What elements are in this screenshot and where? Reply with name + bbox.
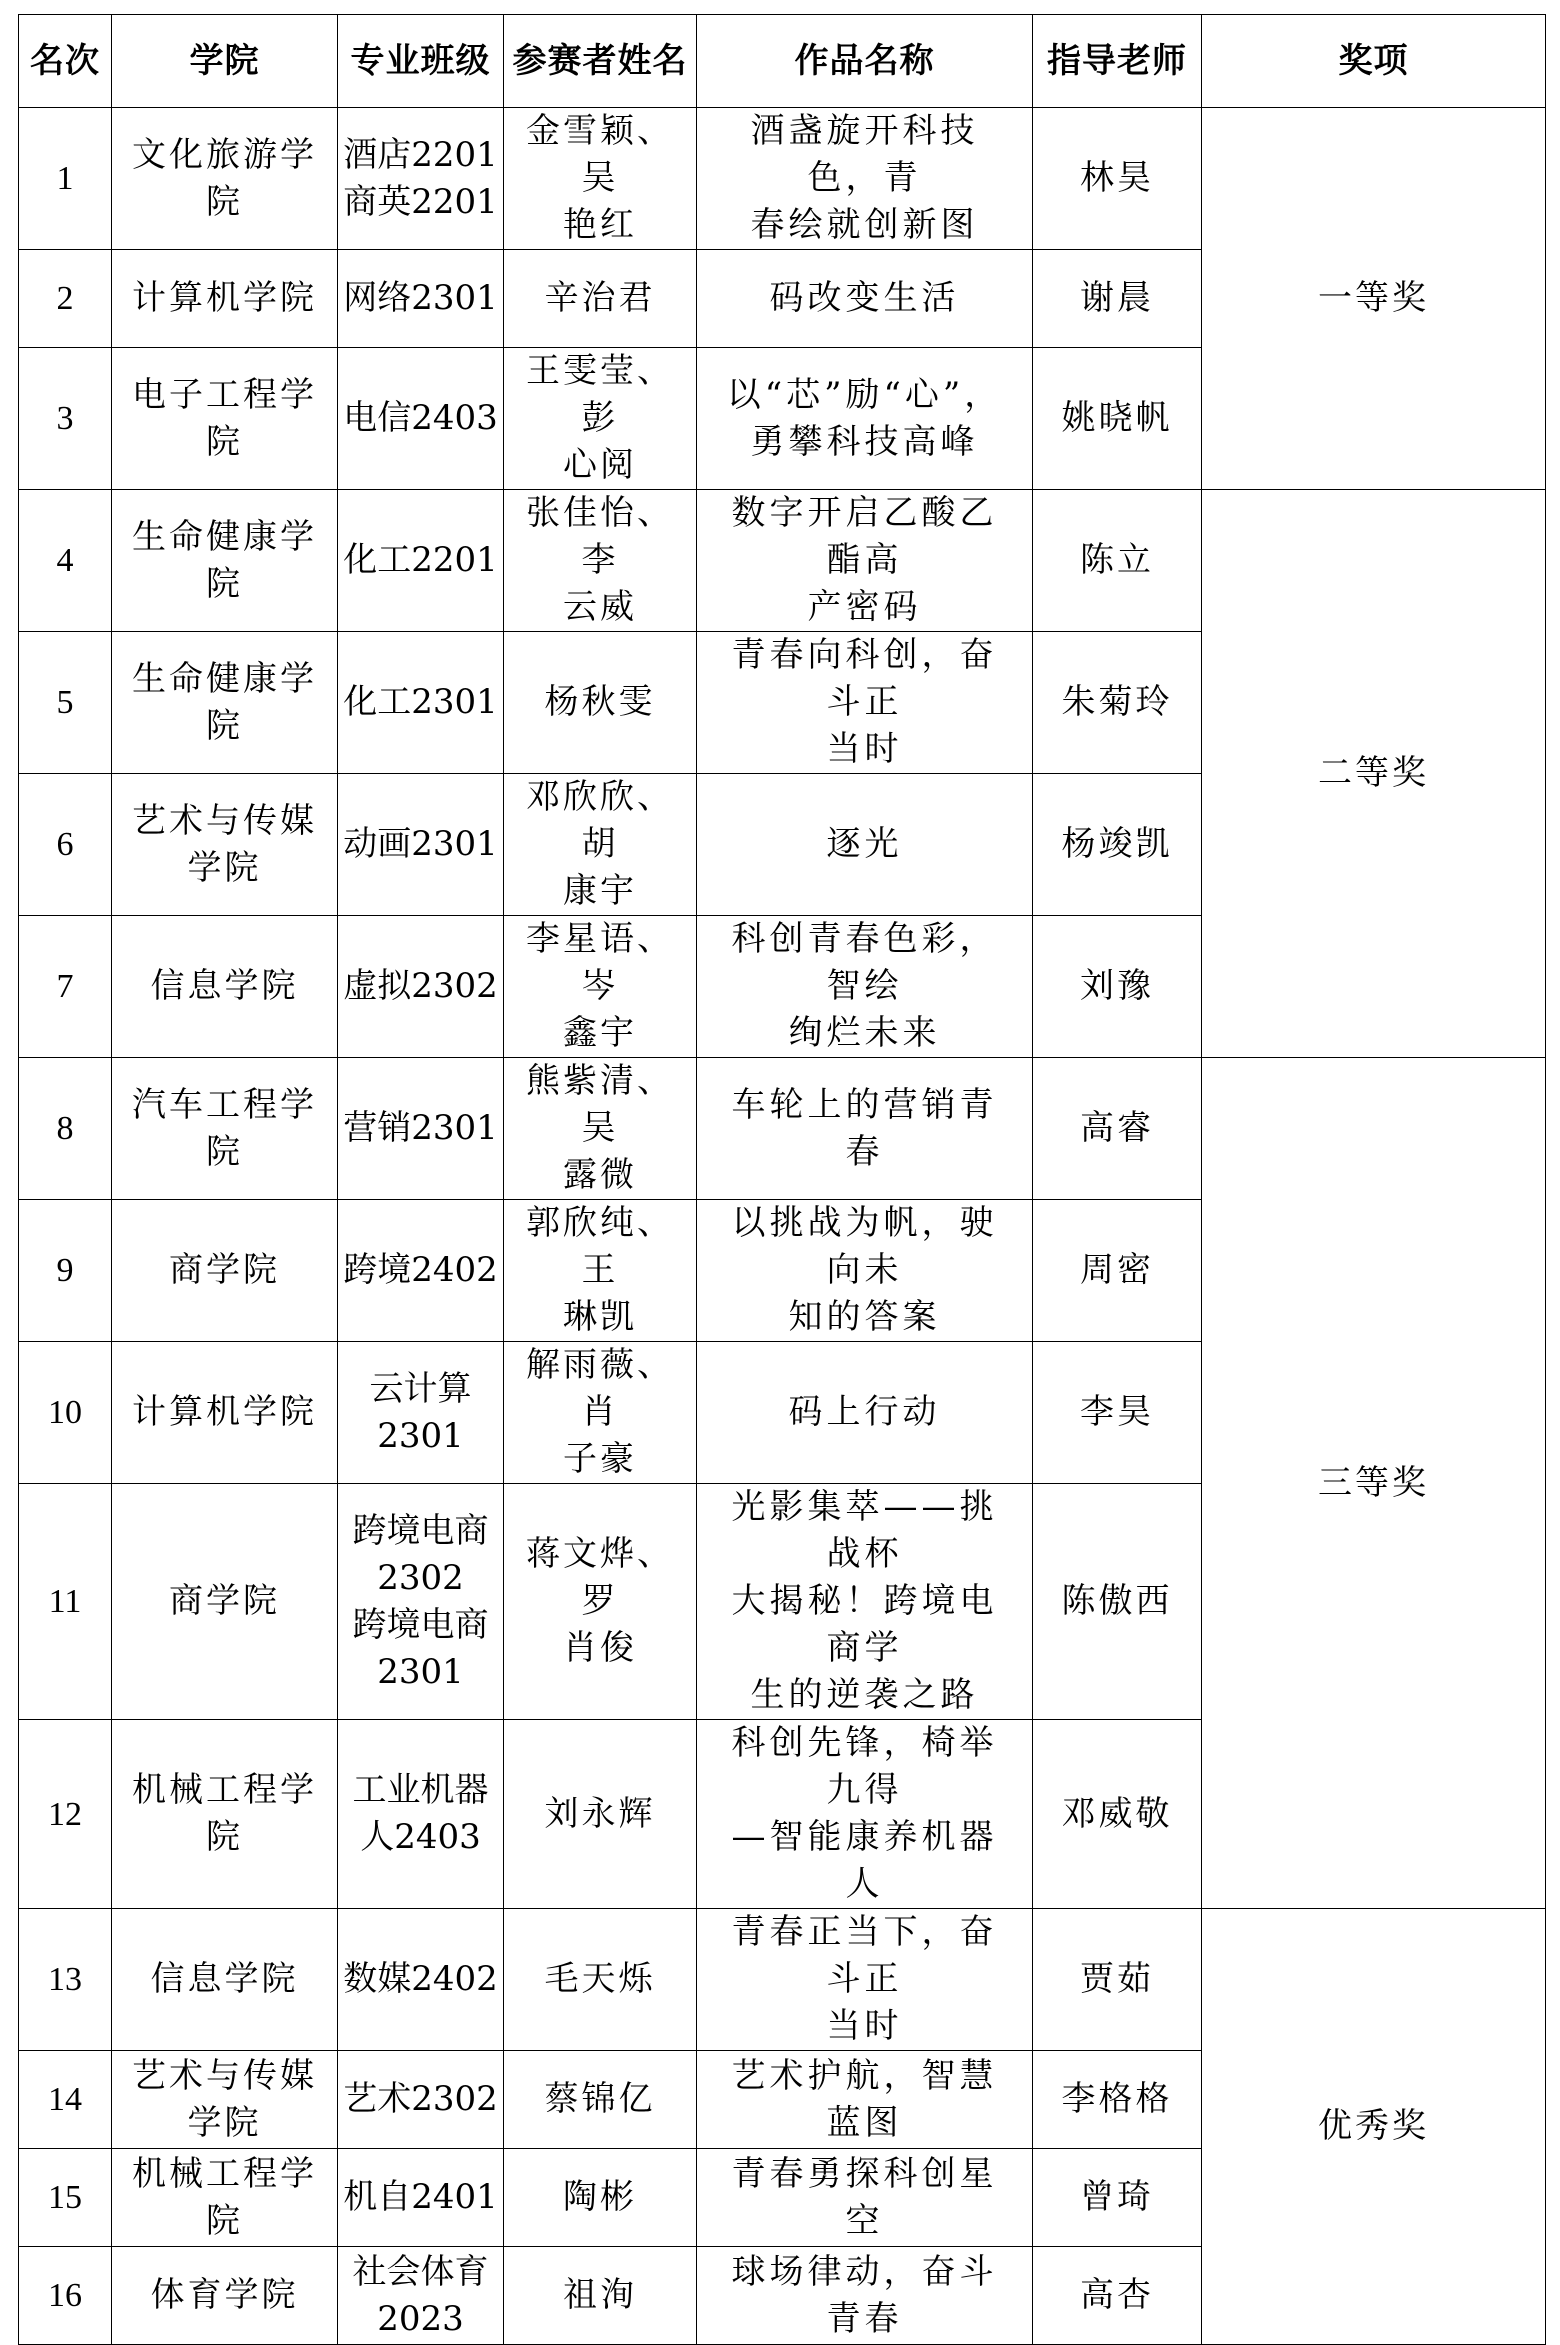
college-cell: [112, 774, 338, 916]
work-title-cell: [697, 250, 1033, 348]
class-cell-line: 化工2201: [343, 540, 498, 580]
college-cell-line: 汽车工程学院: [132, 1084, 317, 1172]
header-rank: 名次: [19, 15, 112, 108]
class-cell-line: 工业机器: [352, 1770, 489, 1810]
work-title-cell: [697, 1484, 1033, 1720]
participants-cell-line: 康宇: [563, 871, 637, 911]
college-cell-line: 计算机学院: [132, 1392, 317, 1432]
college-cell: [112, 1200, 338, 1342]
participants-cell-line: 艳红: [563, 205, 637, 245]
class-cell-line: 跨境2402: [343, 1250, 498, 1290]
rank-cell: 13: [19, 1909, 112, 2051]
participants-cell-line: 解雨薇、肖: [526, 1345, 674, 1432]
college-cell: [112, 348, 338, 490]
college-cell-line: 艺术与传媒: [132, 800, 317, 841]
college-cell-line: 信息学院: [150, 966, 299, 1006]
rank-cell: 10: [19, 1342, 112, 1484]
participants-cell-line: 刘永辉: [544, 1793, 656, 1834]
work-title-cell-line: 当时: [826, 2006, 903, 2046]
college-cell-line: 艺术与传媒: [132, 2055, 317, 2096]
class-cell: [338, 1909, 504, 2051]
work-title-cell: [697, 1200, 1033, 1342]
advisor-cell: 高杏: [1033, 2247, 1202, 2345]
class-cell-line: 跨境电商: [352, 1604, 489, 1645]
college-cell: [112, 1720, 338, 1909]
participants-cell: [504, 1909, 697, 2051]
header-participants: 参赛者姓名: [504, 15, 697, 108]
work-title-cell-line: —智能康养机器人: [731, 1817, 998, 1904]
advisor-cell: 曾琦: [1033, 2149, 1202, 2247]
class-cell: [338, 1720, 504, 1909]
college-cell-line: 生命健康学院: [132, 516, 317, 604]
college-cell-line: 学院: [187, 2102, 262, 2143]
work-title-cell-line: 以“芯”励“心”，: [726, 374, 1003, 415]
class-cell: [338, 774, 504, 916]
participants-cell-line: 毛天烁: [544, 1959, 656, 1999]
college-cell-line: 文化旅游学院: [132, 134, 317, 222]
class-cell: [338, 108, 504, 250]
participants-cell: [504, 632, 697, 774]
college-cell: [112, 108, 338, 250]
participants-cell-line: 张佳怡、李: [526, 493, 674, 580]
college-cell: [112, 916, 338, 1058]
participants-cell-line: 云威: [563, 587, 637, 627]
participants-cell: [504, 108, 697, 250]
work-title-cell-line: 青春勇探科创星空: [731, 2153, 998, 2241]
class-cell: [338, 250, 504, 348]
class-cell-line: 数媒2402: [343, 1959, 498, 1999]
participants-cell: [504, 1200, 697, 1342]
class-cell: [338, 2149, 504, 2247]
college-cell: [112, 2149, 338, 2247]
class-cell: [338, 2247, 504, 2345]
class-cell: [338, 1484, 504, 1720]
table-row: [19, 490, 1546, 632]
award-cell: 一等奖: [1202, 108, 1546, 490]
rank-cell: 16: [19, 2247, 112, 2345]
class-cell: [338, 490, 504, 632]
work-title-cell: [697, 348, 1033, 490]
college-cell-line: 体育学院: [150, 2275, 299, 2315]
participants-cell-line: 心阅: [563, 445, 637, 485]
table-row: [19, 108, 1546, 250]
header-college: 学院: [112, 15, 338, 108]
participants-cell: [504, 348, 697, 490]
participants-cell-line: 鑫宇: [563, 1013, 637, 1053]
award-cell: 优秀奖: [1202, 1909, 1546, 2345]
advisor-cell: 李格格: [1033, 2051, 1202, 2149]
work-title-cell-line: 球场律动，奋斗青春: [731, 2251, 998, 2339]
class-cell: [338, 916, 504, 1058]
participants-cell: [504, 250, 697, 348]
class-cell-line: 化工2301: [343, 682, 498, 722]
class-cell-line: 2301: [377, 1415, 464, 1456]
college-cell: [112, 2051, 338, 2149]
participants-cell: [504, 490, 697, 632]
work-title-cell: [697, 108, 1033, 250]
header-row: [19, 15, 1546, 108]
college-cell: [112, 250, 338, 348]
college-cell-line: 机械工程学院: [132, 1770, 317, 1857]
advisor-cell: 杨竣凯: [1033, 774, 1202, 916]
work-title-cell: [697, 1720, 1033, 1909]
college-cell-line: 信息学院: [150, 1959, 299, 1999]
college-cell: [112, 1484, 338, 1720]
work-title-cell-line: 艺术护航，智慧蓝图: [731, 2055, 998, 2143]
work-title-cell: [697, 916, 1033, 1058]
college-cell-line: 商学院: [169, 1581, 280, 1621]
work-title-cell: [697, 2247, 1033, 2345]
class-cell: [338, 1342, 504, 1484]
header-advisor: 指导老师: [1033, 15, 1202, 108]
participants-cell: [504, 916, 697, 1058]
class-cell-line: 2302: [377, 1557, 464, 1598]
participants-cell: [504, 1720, 697, 1909]
participants-cell-line: 琳凯: [563, 1297, 637, 1337]
class-cell: [338, 1058, 504, 1200]
participants-cell-line: 陶彬: [563, 2177, 637, 2217]
table-row: [19, 1058, 1546, 1200]
class-cell-line: 动画2301: [343, 824, 498, 864]
participants-cell-line: 郭欣纯、王: [526, 1203, 674, 1290]
table-row: [19, 1909, 1546, 2051]
header-award: 奖项: [1202, 15, 1546, 108]
class-cell-line: 营销2301: [343, 1108, 498, 1148]
advisor-cell: 林昊: [1033, 108, 1202, 250]
participants-cell-line: 杨秋雯: [544, 682, 656, 722]
rank-cell: 5: [19, 632, 112, 774]
rank-cell: 4: [19, 490, 112, 632]
class-cell: [338, 632, 504, 774]
work-title-cell: [697, 1058, 1033, 1200]
work-title-cell: [697, 1342, 1033, 1484]
participants-cell: [504, 774, 697, 916]
work-title-cell-line: 当时: [826, 729, 903, 769]
work-title-cell-line: 科创青春色彩，智绘: [731, 919, 998, 1006]
participants-cell: [504, 2247, 697, 2345]
rank-cell: 6: [19, 774, 112, 916]
class-cell-line: 商英2201: [343, 181, 498, 222]
work-title-cell-line: 光影集萃——挑战杯: [731, 1487, 998, 1574]
rank-cell: 12: [19, 1720, 112, 1909]
work-title-cell-line: 勇攀科技高峰: [750, 421, 979, 462]
class-cell-line: 跨境电商: [352, 1510, 489, 1551]
class-cell-line: 人2403: [360, 1817, 481, 1857]
participants-cell-line: 邓欣欣、胡: [526, 777, 674, 864]
work-title-cell-line: 大揭秘！跨境电商学: [731, 1581, 998, 1668]
college-cell: [112, 2247, 338, 2345]
rank-cell: 3: [19, 348, 112, 490]
participants-cell: [504, 1058, 697, 1200]
class-cell-line: 虚拟2302: [343, 966, 498, 1006]
work-title-cell-line: 逐光: [826, 824, 903, 864]
work-title-cell-line: 青春向科创，奋斗正: [731, 635, 998, 722]
rank-cell: 11: [19, 1484, 112, 1720]
participants-cell: [504, 1484, 697, 1720]
college-cell-line: 电子工程学院: [132, 374, 317, 462]
participants-cell-line: 蒋文烨、罗: [526, 1534, 674, 1621]
work-title-cell-line: 车轮上的营销青春: [731, 1084, 998, 1172]
class-cell-line: 云计算: [369, 1368, 472, 1409]
advisor-cell: 周密: [1033, 1200, 1202, 1342]
work-title-cell-line: 数字开启乙酸乙酯高: [731, 493, 998, 580]
class-cell-line: 网络2301: [343, 278, 498, 318]
college-cell: [112, 1909, 338, 2051]
participants-cell-line: 金雪颖、吴: [526, 111, 674, 198]
participants-cell: [504, 2149, 697, 2247]
class-cell-line: 2301: [377, 1651, 464, 1692]
award-cell: 三等奖: [1202, 1058, 1546, 1909]
work-title-cell-line: 知的答案: [788, 1297, 941, 1337]
work-title-cell-line: 以挑战为帆，驶向未: [731, 1203, 998, 1290]
class-cell: [338, 2051, 504, 2149]
advisor-cell: 邓威敬: [1033, 1720, 1202, 1909]
participants-cell: [504, 2051, 697, 2149]
participants-cell-line: 蔡锦亿: [544, 2079, 656, 2119]
awards-table: [18, 14, 1546, 2345]
participants-cell: [504, 1342, 697, 1484]
work-title-cell-line: 科创先锋，椅举九得: [731, 1723, 998, 1810]
class-cell-line: 机自2401: [343, 2177, 498, 2217]
college-cell-line: 机械工程学院: [132, 2153, 317, 2241]
rank-cell: 15: [19, 2149, 112, 2247]
advisor-cell: 姚晓帆: [1033, 348, 1202, 490]
rank-cell: 1: [19, 108, 112, 250]
class-cell-line: 酒店2201: [343, 134, 498, 175]
work-title-cell-line: 酒盏旋开科技色，青: [750, 111, 979, 198]
rank-cell: 8: [19, 1058, 112, 1200]
table-body: [19, 108, 1546, 2345]
rank-cell: 2: [19, 250, 112, 348]
participants-cell-line: 辛治君: [544, 278, 656, 318]
work-title-cell-line: 青春正当下，奋斗正: [731, 1912, 998, 1999]
rank-cell: 7: [19, 916, 112, 1058]
advisor-cell: 贾茹: [1033, 1909, 1202, 2051]
advisor-cell: 陈傲西: [1033, 1484, 1202, 1720]
work-title-cell: [697, 774, 1033, 916]
award-cell: 二等奖: [1202, 490, 1546, 1058]
rank-cell: 9: [19, 1200, 112, 1342]
college-cell: [112, 490, 338, 632]
college-cell: [112, 632, 338, 774]
participants-cell-line: 熊紫清、吴: [526, 1061, 674, 1148]
work-title-cell: [697, 2051, 1033, 2149]
work-title-cell: [697, 490, 1033, 632]
work-title-cell-line: 春绘就创新图: [750, 205, 979, 245]
advisor-cell: 陈立: [1033, 490, 1202, 632]
college-cell: [112, 1342, 338, 1484]
class-cell-line: 艺术2302: [343, 2079, 498, 2119]
class-cell: [338, 1200, 504, 1342]
college-cell-line: 生命健康学院: [132, 658, 317, 746]
work-title-cell-line: 生的逆袭之路: [750, 1675, 979, 1715]
advisor-cell: 朱菊玲: [1033, 632, 1202, 774]
college-cell-line: 计算机学院: [132, 278, 317, 318]
class-cell: [338, 348, 504, 490]
work-title-cell-line: 码上行动: [788, 1392, 941, 1432]
participants-cell-line: 子豪: [563, 1439, 637, 1479]
college-cell-line: 学院: [187, 847, 262, 888]
rank-cell: 14: [19, 2051, 112, 2149]
work-title-cell: [697, 632, 1033, 774]
header-work-title: 作品名称: [697, 15, 1033, 108]
college-cell: [112, 1058, 338, 1200]
class-cell-line: 社会体育: [352, 2251, 489, 2292]
participants-cell-line: 王雯莹、彭: [526, 351, 674, 438]
work-title-cell-line: 绚烂未来: [788, 1013, 941, 1053]
participants-cell-line: 李星语、岑: [526, 919, 674, 1006]
participants-cell-line: 肖俊: [563, 1628, 637, 1668]
class-cell-line: 电信2403: [343, 398, 498, 438]
header-class: 专业班级: [338, 15, 504, 108]
participants-cell-line: 祖洵: [563, 2275, 637, 2315]
advisor-cell: 高睿: [1033, 1058, 1202, 1200]
advisor-cell: 谢晨: [1033, 250, 1202, 348]
advisor-cell: 刘豫: [1033, 916, 1202, 1058]
work-title-cell-line: 码改变生活: [769, 278, 960, 318]
class-cell-line: 2023: [377, 2298, 464, 2339]
work-title-cell-line: 产密码: [807, 587, 922, 627]
advisor-cell: 李昊: [1033, 1342, 1202, 1484]
work-title-cell: [697, 2149, 1033, 2247]
participants-cell-line: 露微: [563, 1155, 637, 1195]
college-cell-line: 商学院: [169, 1250, 280, 1290]
work-title-cell: [697, 1909, 1033, 2051]
